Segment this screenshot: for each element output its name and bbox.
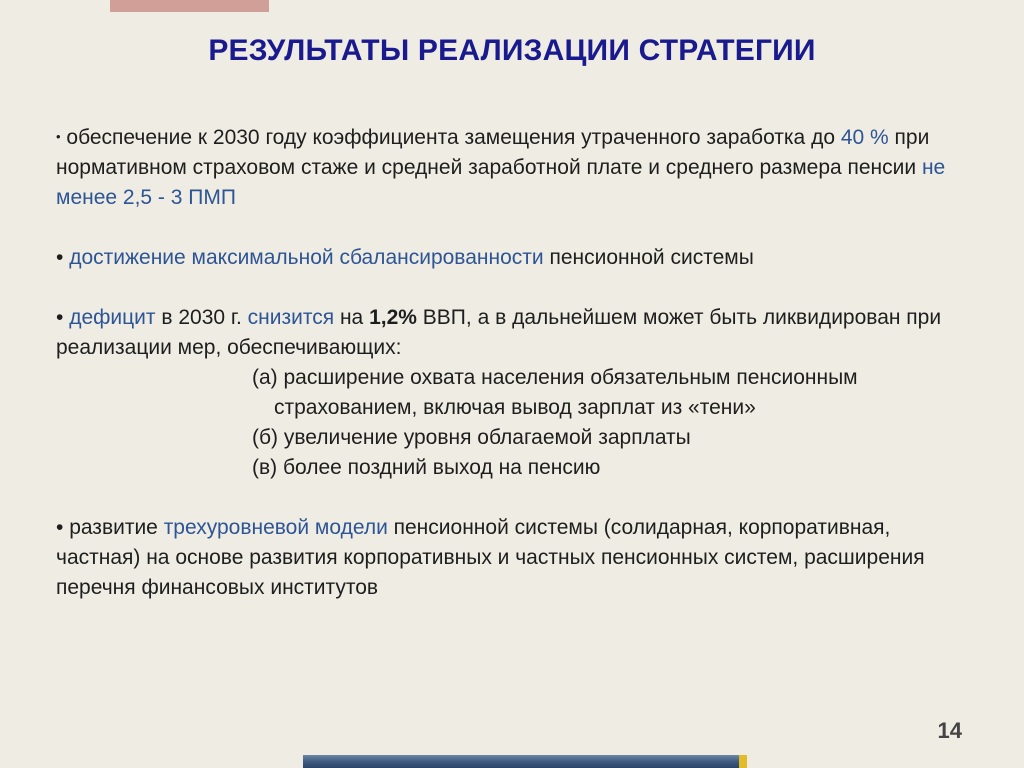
- bullet-deficit: [56, 303, 976, 363]
- highlight-text: не менее 2,5 - 3 ПМП: [56, 156, 946, 209]
- spacer: [56, 213, 976, 243]
- bullet-three-tier-model: [56, 513, 976, 603]
- spacer: [56, 483, 976, 513]
- bullet-text: на: [334, 306, 370, 329]
- highlight-text: трехуровневой модели: [163, 516, 388, 539]
- bullet-text: ВВП, а в дальнейшем может быть ликвидирован при реализации мер, обеспечивающих:: [56, 306, 942, 359]
- bullet-text: пенсионной системы: [543, 246, 754, 269]
- measure-item: (в) более поздний выход на пенсию: [252, 456, 601, 479]
- bullet-text: обеспечение к 2030 году коэффициента замещения утраченного заработка до: [66, 126, 841, 149]
- page-number: 14: [937, 718, 962, 743]
- spacer: [56, 273, 976, 303]
- highlight-text: дефицит: [69, 306, 156, 329]
- bullet-replacement-ratio: [56, 122, 976, 213]
- bullet-marker: •: [56, 129, 61, 144]
- highlight-text: снизится: [247, 306, 335, 329]
- highlight-text: 40 %: [840, 126, 889, 149]
- bullet-text: в 2030 г.: [155, 306, 248, 329]
- top-accent-bar: [110, 0, 269, 12]
- bullet-marker: •: [56, 246, 70, 269]
- bottom-accent-bar: [303, 755, 739, 768]
- bottom-accent-stripe: [739, 755, 747, 768]
- measure-item: (а) расширение охвата населения обязательным пенсионным страхованием, включая вывод зарплат из «тени»: [252, 366, 858, 419]
- bullet-text: пенсионной системы (солидарная, корпоративная, частная) на основе развития корпоративных и частных пенсионных систем, расширения перечня финансовых институтов: [56, 516, 925, 599]
- measures-list: [56, 363, 976, 483]
- slide-title: РЕЗУЛЬТАТЫ РЕАЛИЗАЦИИ СТРАТЕГИИ: [208, 34, 816, 67]
- highlight-text: достижение максимальной сбалансированности: [69, 246, 544, 269]
- slide-content: [56, 122, 976, 603]
- bullet-marker: •: [56, 516, 70, 539]
- bullet-marker: •: [56, 306, 70, 329]
- bullet-balance: [56, 243, 976, 273]
- bullet-text: при нормативном страховом стаже и средней заработной плате и среднего размера пенсии: [56, 126, 930, 179]
- bold-text: 1,2%: [369, 306, 417, 329]
- measure-item: (б) увеличение уровня облагаемой зарплаты: [252, 426, 691, 449]
- bullet-text: развитие: [69, 516, 164, 539]
